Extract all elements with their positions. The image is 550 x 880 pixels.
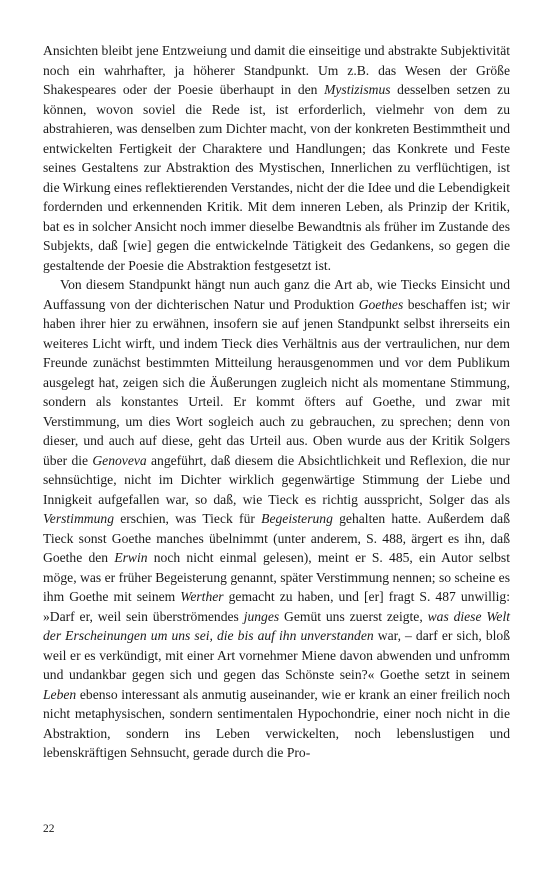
text-run: erschien, was Tieck für (114, 511, 262, 526)
italic-text-run: junges (243, 608, 280, 624)
text-run: noch nicht einmal gelesen), meint er S. 485, ein Autor selbst möge, was er früher Begeisterung genannt, später Verstimmung nennen; so scheine es ihm Goethe mit seinem (43, 550, 510, 604)
page-body (43, 41, 510, 763)
text-run: Gemüt uns zuerst zeigte, (279, 608, 428, 624)
text-run: gehalten hatte. Außerdem daß Tieck sonst Goethe manches übelnimmt (unter anderem, S. 488, ärgert es ihn, daß Goethe den (43, 511, 511, 565)
text-run: ebenso interessant als anmutig auseinander, wie er krank an einer freilich noch nicht metaphysischen, sondern sentimentalen Hypochondrie, einer noch nicht in die Abstraktion, sondern ins Leben verwickelten, noch lebenslustigen und lebenskräftigen Sehnsucht, gerade durch die Pro- (43, 686, 510, 760)
paragraph-1 (43, 41, 510, 275)
italic-text-run: Mystizismus (324, 82, 391, 97)
text-run: angeführt, daß diesem die Absichtlichkeit und Reflexion, die nur sehnsüchtige, nicht im Dichter wirklich gegenwärtige Stimmung der Liebe und Innigkeit aufgefallen war, so daß, wie Tieck es richtig ausspricht, Solger das als (43, 452, 510, 507)
page-number: 22 (43, 823, 55, 835)
text-run: beschaffen ist; wir haben ihrer hier zu erwähnen, insofern sie auf jenen Standpunkt selbst ihrerseits ein weiteres Licht wirft, und indem Tieck dies Verhältnis aus der vertraulichen, nur dem Freunde zunächst bestimmten Mitteilung herausgenommen und vor dem Publikum ausgelegt hat, zeigen sich die Äußerungen zugleich nicht als momentane Stimmung, sondern als konstantes Urteil. Er kommt öfters auf Goethe, und zwar mit Verstimmung, um dies Wort sogleich auch zu gebrauchen, zu sprechen; denn von dieser, und auch auf diese, geht das Urteil aus. Oben wurde aus der Kritik Solgers über die (43, 296, 510, 468)
italic-text-run: Werther (180, 589, 224, 604)
italic-text-run: Verstimmung (43, 511, 114, 526)
text-run: gemacht zu haben, und [er] fragt S. 487 unwillig: »Darf er, weil sein überströmendes (43, 589, 510, 624)
italic-text-run: was diese Welt der Erscheinungen um uns sei, die bis auf ihn unverstanden (43, 608, 511, 643)
italic-text-run: Goethes (358, 296, 404, 312)
text-run: desselben setzen zu können, wovon soviel die Rede ist, ist erforderlich, vielmehr von dem zu abstrahieren, was denselben zum Dichter macht, von der konkreten Bestimmtheit und entwickelten Fertigkeit der Charaktere und Handlungen; das Konkrete und Feste seines Gestaltens zur Abstraktion des Mystischen, Innerlichen zu verflüchtigen, ist die Wirkung eines reflektierenden Verstandes, nicht der die Idee und die Lebendigkeit fordernden und erkennenden Kritik. Mit dem inneren Leben, als Prinzip der Kritik, bat es in solcher Ansicht noch immer dieselbe Bewandtnis als früher im Zustande des Subjekts, daß [wie] gegen die entwickelnde Tätigkeit des Gedankens, so gegen die gestaltende der Poesie die Abstraktion festgesetzt ist. (43, 82, 511, 273)
italic-text-run: Erwin (114, 550, 148, 565)
text-run: war, – darf er sich, bloß weil er es verkündigt, mit einer Art vornehmer Miene davon abwenden und unfromm und undankbar gegen sich und gegen das Schönste sein?« Goethe setzt in seinem (43, 628, 511, 682)
text-run: Von diesem Standpunkt hängt nun auch ganz die Art ab, wie Tiecks Einsicht und Auffassung von der dichterischen Natur und Produktion (43, 277, 510, 312)
text-run: Ansichten bleibt jene Entzweiung und damit die einseitige und abstrakte Subjektivität noch ein wahrhafter, ja höherer Standpunkt. Um z.B. das Wesen der Größe Shakespeares oder der Poesie überhaupt in den (43, 43, 510, 97)
italic-text-run: Begeisterung (261, 511, 333, 526)
italic-text-run: Leben (43, 686, 77, 702)
italic-text-run: Genoveva (92, 452, 147, 468)
paragraph-2 (43, 275, 510, 763)
